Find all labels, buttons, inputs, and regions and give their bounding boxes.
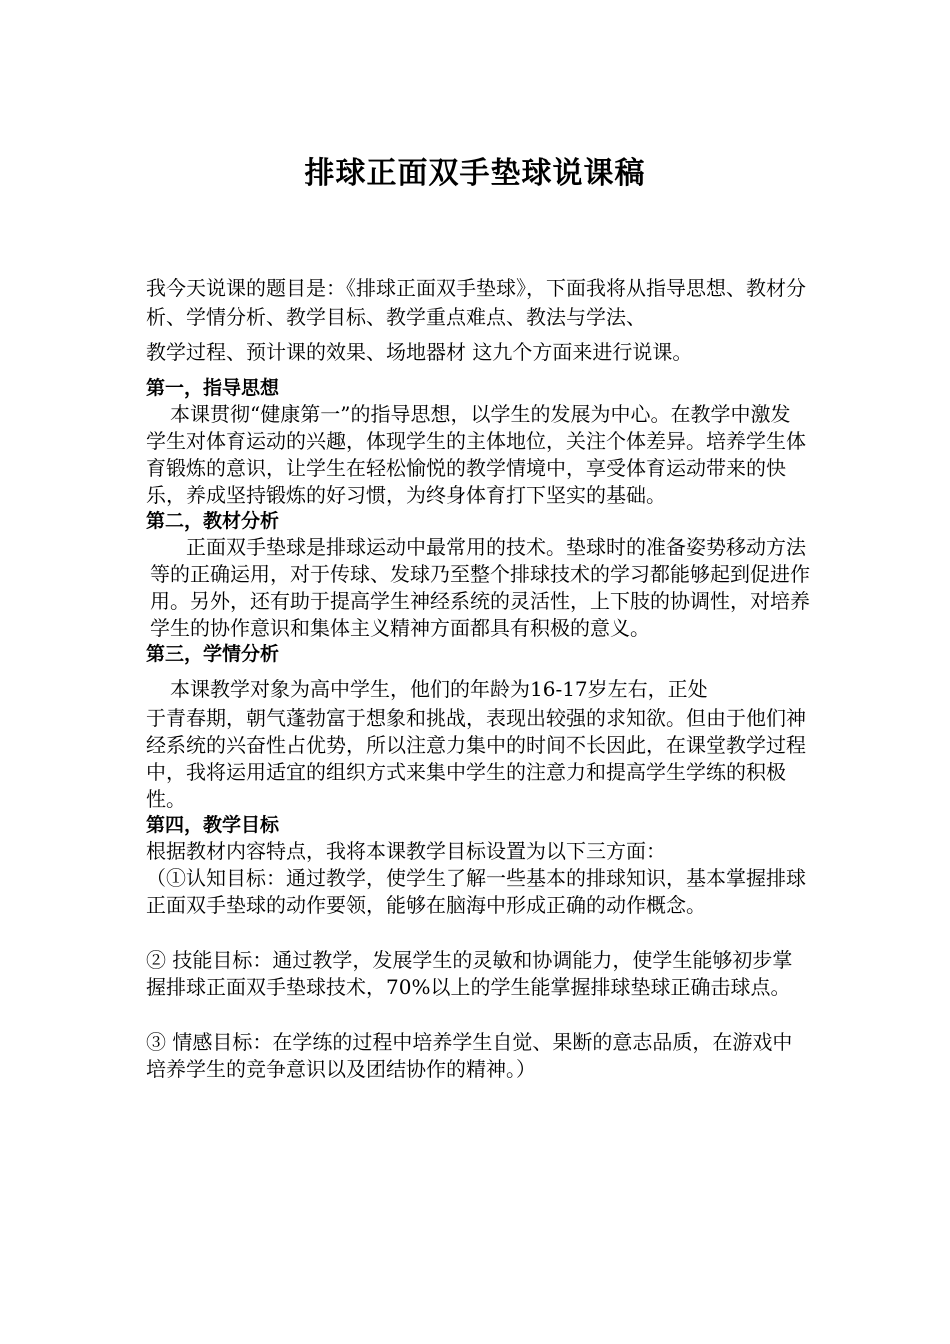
intro-paragraph: 我今天说课的题目是：《排球正面双手垫球》，下面我将从指导思想、教材分析、学情分析、教学目标、教学重点难点、教法与学法、 xyxy=(146,276,806,329)
section-text-student-analysis: 于青春期，朝气蓬勃富于想象和挑战，表现出较强的求知欲。但由于他们神经系统的兴奋性占优势，所以注意力集中的时间不长因此，在课堂教学过程中，我将运用适宜的组织方式来集中学生的注意力和提高学生学练的积极性。 xyxy=(146,706,806,811)
teaching-goals-lead: 根据教材内容特点，我将本课教学目标设置为以下三方面： xyxy=(146,839,666,863)
goal-affective: ③ 情感目标：在学练的过程中培养学生自觉、果断的意志品质，在游戏中培养学生的竞争意识以及团结协作的精神。） xyxy=(146,1030,793,1081)
goal-skill: ② 技能目标：通过教学，发展学生的灵敏和协调能力，使学生能够初步掌握排球正面双手垫球技术，70%以上的学生能掌握排球垫球正确击球点。 xyxy=(146,948,793,999)
section-text-student-analysis-first-line: 本课教学对象为高中学生，他们的年龄为16-17岁左右，正处 xyxy=(170,677,708,701)
document-body xyxy=(146,274,810,1083)
document-title: 排球正面双手垫球说课稿 xyxy=(304,156,646,191)
paragraph-gap xyxy=(146,919,810,947)
section-heading-student-analysis: 第三，学情分析 xyxy=(146,643,280,665)
section-text-material-analysis: 正面双手垫球是排球运动中最常用的技术。垫球时的准备姿势移动方法等的正确运用，对于传球、发球乃至整个排球技术的学习都能够起到促进作用。另外，还有助于提高学生神经系统的灵活性，上下肢的协调性，对培养学生的协作意识和集体主义精神方面都具有积极的意义。 xyxy=(150,535,810,640)
section-text-guiding-ideology: 本课贯彻“健康第一”的指导思想，以学生的发展为中心。在教学中激发学生对体育运动的兴趣，体现学生的主体地位，关注个体差异。培养学生体育锻炼的意识，让学生在轻松愉悦的教学情境中，享受体育运动带来的快乐，养成坚持锻炼的好习惯，为终身体育打下坚实的基础。 xyxy=(146,402,806,507)
section-heading-teaching-goals: 第四，教学目标 xyxy=(146,814,280,836)
goal-cognitive: （①认知目标：通过教学，使学生了解一些基本的排球知识，基本掌握排球正面双手垫球的动作要领，能够在脑海中形成正确的动作概念。 xyxy=(146,866,806,917)
section-heading-guiding-ideology: 第一，指导思想 xyxy=(146,377,280,399)
intro-paragraph-end: 教学过程、预计课的效果、场地器材 这九个方面来进行说课。 xyxy=(146,340,693,364)
paragraph-gap xyxy=(146,1001,810,1029)
section-heading-material-analysis: 第二，教材分析 xyxy=(146,510,280,532)
